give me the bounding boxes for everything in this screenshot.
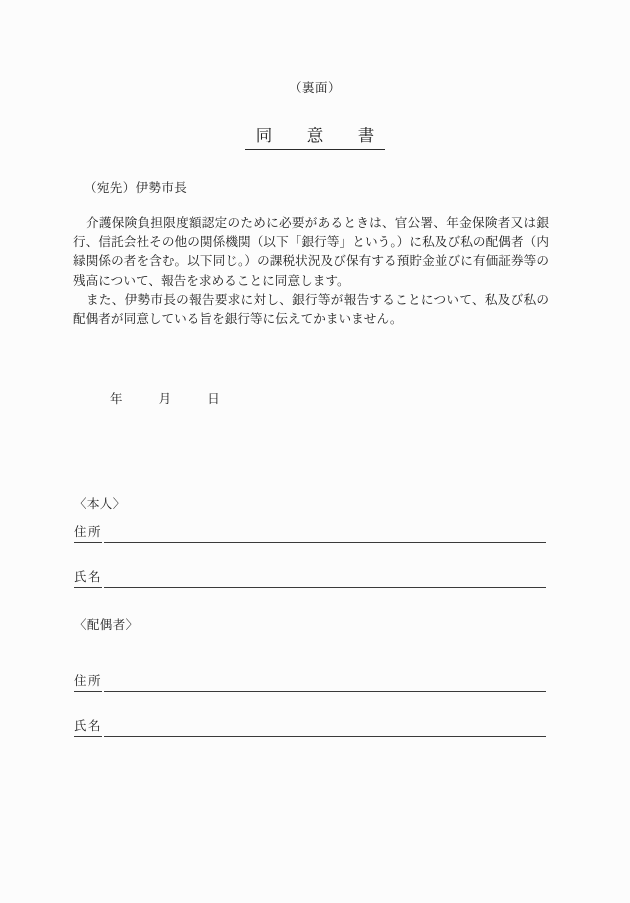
body-text xyxy=(73,214,549,329)
date-day-label: 日 xyxy=(207,392,220,406)
date-year-label: 年 xyxy=(110,392,123,406)
self-name-field[interactable] xyxy=(74,567,546,588)
date-month-label: 月 xyxy=(158,392,172,406)
spouse-address-label: 住所 xyxy=(74,671,102,692)
self-name-input[interactable] xyxy=(104,572,546,588)
page-title-text: 同 意 書 xyxy=(245,122,386,150)
page-title xyxy=(0,122,630,150)
page-side-mark: （裏面） xyxy=(288,81,341,95)
body-paragraph-1: 介護保険負担限度額認定のために必要があるときは、官公署、年金保険者又は銀行、信託会社その他の関係機関（以下「銀行等」という。）に私及び私の配偶者（内縁関係の者を含む。以下同じ。）の課税状況及び保有する預貯金並びに有価証券等の残高について、報告を求めることに同意します。 xyxy=(73,216,549,288)
self-name-label: 氏名 xyxy=(74,567,102,588)
spouse-name-input[interactable] xyxy=(104,721,546,737)
addressee-line: （宛先）伊勢市長 xyxy=(84,181,188,195)
signature-group-label-self: 〈本人〉 xyxy=(74,497,126,511)
self-address-field[interactable] xyxy=(74,522,546,543)
spouse-name-label: 氏名 xyxy=(74,716,102,737)
body-paragraph-2: また、伊勢市長の報告要求に対し、銀行等が報告することについて、私及び私の配偶者が同意している旨を銀行等に伝えてかまいません。 xyxy=(73,292,549,327)
date-line[interactable] xyxy=(110,389,220,407)
spouse-address-input[interactable] xyxy=(104,676,546,692)
self-address-input[interactable] xyxy=(104,527,546,543)
spouse-name-field[interactable] xyxy=(74,716,546,737)
self-address-label: 住所 xyxy=(74,522,102,543)
spouse-address-field[interactable] xyxy=(74,671,546,692)
signature-group-label-spouse: 〈配偶者〉 xyxy=(74,618,139,632)
